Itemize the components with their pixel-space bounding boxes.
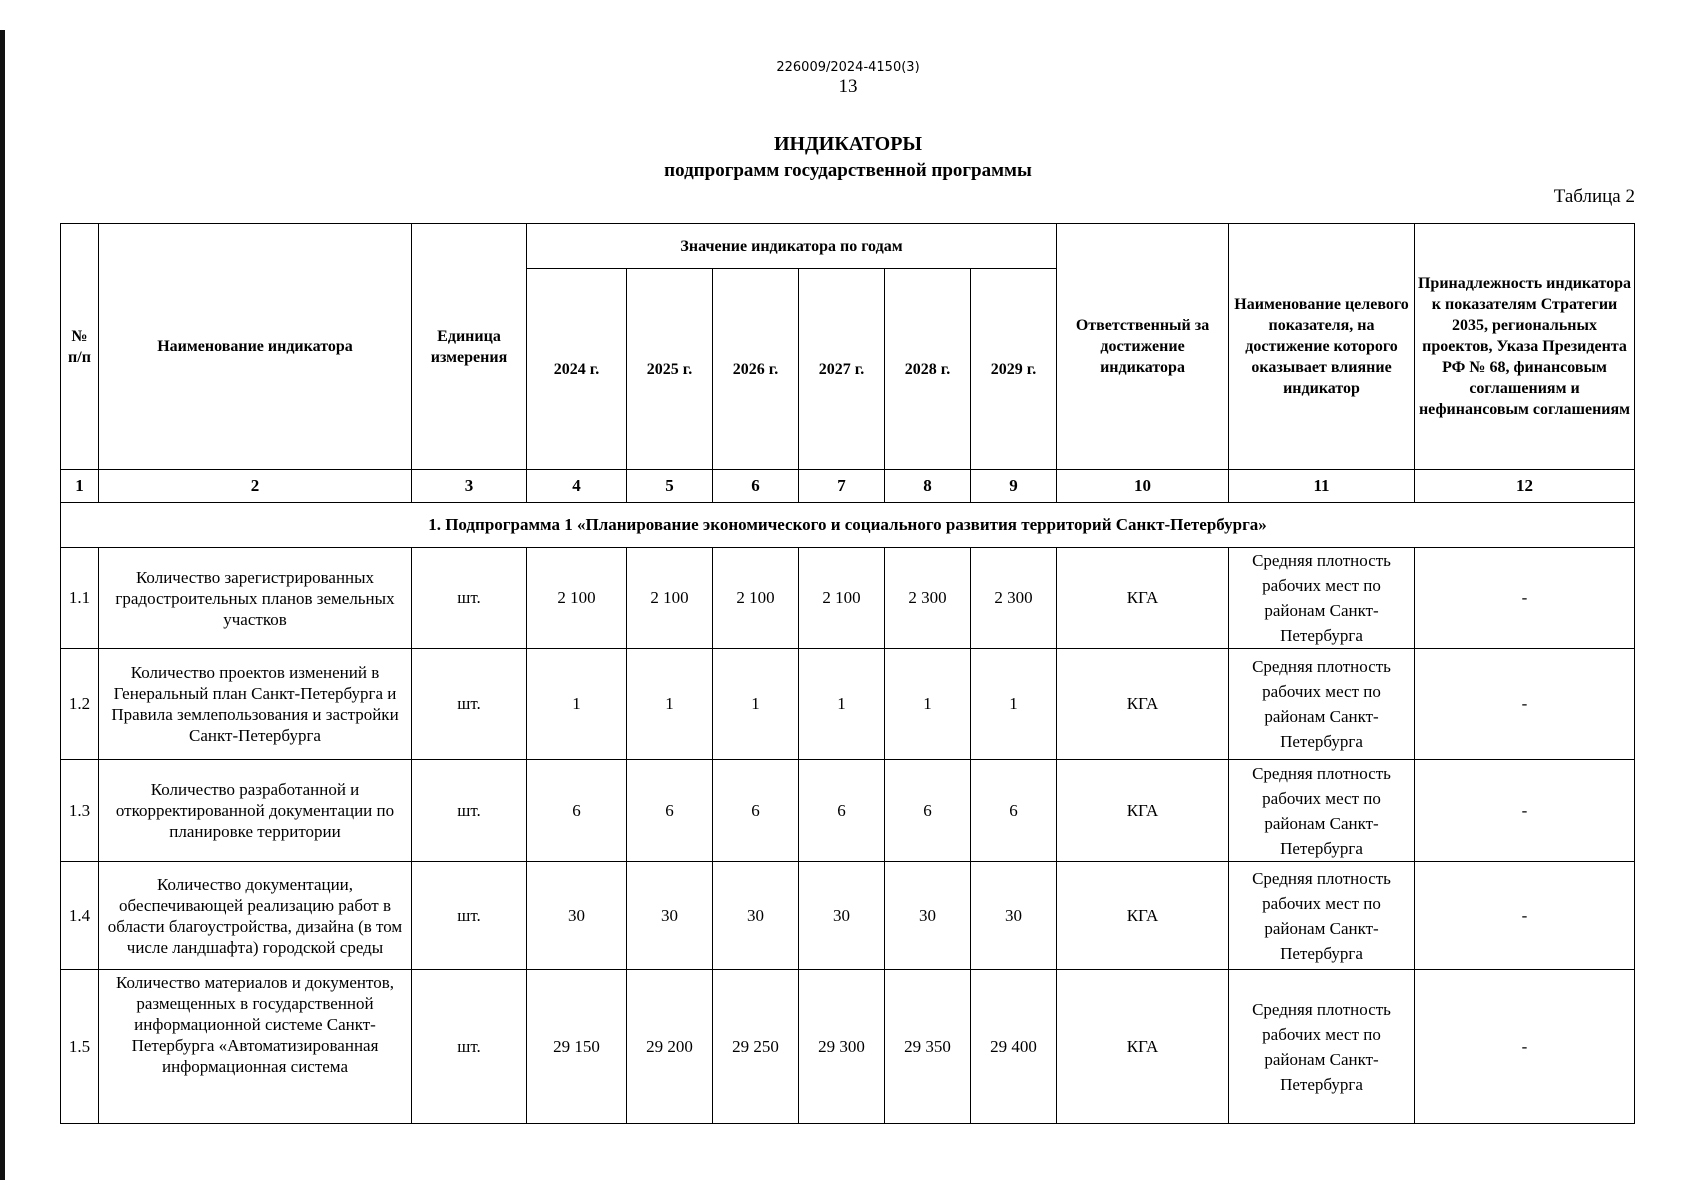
- indicator-name: Количество разработанной и откорректированной документации по планировке территории: [99, 760, 412, 862]
- responsible-cell: КГА: [1057, 649, 1229, 760]
- value-cell: 6: [713, 760, 799, 862]
- column-number: 12: [1415, 470, 1635, 503]
- header-responsible: Ответственный за достижение индикатора: [1057, 224, 1229, 470]
- unit-cell: шт.: [412, 760, 527, 862]
- column-number: 4: [527, 470, 627, 503]
- column-number: 5: [627, 470, 713, 503]
- value-cell: 6: [627, 760, 713, 862]
- target-cell: Средняя плотность рабочих мест по районам Санкт-Петербурга: [1229, 548, 1415, 649]
- header-year: 2027 г.: [799, 269, 885, 470]
- belonging-cell: -: [1415, 649, 1635, 760]
- row-id: 1.1: [61, 548, 99, 649]
- indicator-name: Количество документации, обеспечивающей реализацию работ в области благоустройства, дизайна (в том числе ландшафта) городской среды: [99, 862, 412, 970]
- indicator-name: Количество материалов и документов, размещенных в государственной информационной системе Санкт-Петербурга «Автоматизированная информационная система: [99, 970, 412, 1124]
- column-number: 9: [971, 470, 1057, 503]
- unit-cell: шт.: [412, 649, 527, 760]
- header-year: 2024 г.: [527, 269, 627, 470]
- unit-cell: шт.: [412, 548, 527, 649]
- value-cell: 1: [527, 649, 627, 760]
- column-number: 11: [1229, 470, 1415, 503]
- unit-cell: шт.: [412, 862, 527, 970]
- table-row: [61, 970, 1635, 1124]
- column-number: 10: [1057, 470, 1229, 503]
- column-number: 3: [412, 470, 527, 503]
- header-year: 2028 г.: [885, 269, 971, 470]
- table-row: [61, 760, 1635, 862]
- value-cell: 29 350: [885, 970, 971, 1124]
- value-cell: 29 400: [971, 970, 1057, 1124]
- value-cell: 30: [971, 862, 1057, 970]
- header-year: 2025 г.: [627, 269, 713, 470]
- target-cell: Средняя плотность рабочих мест по районам Санкт-Петербурга: [1229, 862, 1415, 970]
- value-cell: 30: [627, 862, 713, 970]
- document-number: 226009/2024-4150(3): [776, 60, 920, 75]
- value-cell: 6: [885, 760, 971, 862]
- belonging-cell: -: [1415, 970, 1635, 1124]
- header-year: 2029 г.: [971, 269, 1057, 470]
- document-title: ИНДИКАТОРЫ: [773, 133, 923, 155]
- value-cell: 1: [713, 649, 799, 760]
- table-row: [61, 862, 1635, 970]
- value-cell: 2 300: [971, 548, 1057, 649]
- value-cell: 1: [885, 649, 971, 760]
- belonging-cell: -: [1415, 862, 1635, 970]
- unit-cell: шт.: [412, 970, 527, 1124]
- indicator-name: Количество зарегистрированных градостроительных планов земельных участков: [99, 548, 412, 649]
- responsible-cell: КГА: [1057, 760, 1229, 862]
- value-cell: 6: [799, 760, 885, 862]
- indicators-table: [60, 223, 1635, 1124]
- value-cell: 2 100: [799, 548, 885, 649]
- column-numbers-row: [61, 470, 1635, 503]
- section-title: 1. Подпрограмма 1 «Планирование экономического и социального развития территорий Санкт-Петербурга»: [61, 503, 1635, 548]
- value-cell: 2 300: [885, 548, 971, 649]
- page-number: 13: [838, 76, 858, 97]
- value-cell: 29 300: [799, 970, 885, 1124]
- scan-edge: [0, 30, 5, 1180]
- column-number: 1: [61, 470, 99, 503]
- header-years-group: Значение индикатора по годам: [527, 224, 1057, 269]
- target-cell: Средняя плотность рабочих мест по районам Санкт-Петербурга: [1229, 649, 1415, 760]
- value-cell: 2 100: [527, 548, 627, 649]
- column-number: 8: [885, 470, 971, 503]
- table-row: [61, 548, 1635, 649]
- value-cell: 29 250: [713, 970, 799, 1124]
- value-cell: 2 100: [627, 548, 713, 649]
- header-year: 2026 г.: [713, 269, 799, 470]
- value-cell: 6: [527, 760, 627, 862]
- belonging-cell: -: [1415, 548, 1635, 649]
- belonging-cell: -: [1415, 760, 1635, 862]
- table-label: Таблица 2: [1553, 186, 1635, 207]
- responsible-cell: КГА: [1057, 548, 1229, 649]
- target-cell: Средняя плотность рабочих мест по районам Санкт-Петербурга: [1229, 970, 1415, 1124]
- value-cell: 30: [885, 862, 971, 970]
- value-cell: 6: [971, 760, 1057, 862]
- responsible-cell: КГА: [1057, 970, 1229, 1124]
- row-id: 1.3: [61, 760, 99, 862]
- document-subtitle: подпрограмм государственной программы: [664, 160, 1032, 181]
- header-name: Наименование индикатора: [99, 224, 412, 470]
- column-number: 6: [713, 470, 799, 503]
- value-cell: 29 200: [627, 970, 713, 1124]
- indicator-name: Количество проектов изменений в Генеральный план Санкт-Петербурга и Правила землепользования и застройки Санкт-Петербурга: [99, 649, 412, 760]
- value-cell: 30: [799, 862, 885, 970]
- value-cell: 30: [713, 862, 799, 970]
- column-number: 2: [99, 470, 412, 503]
- column-number: 7: [799, 470, 885, 503]
- value-cell: 30: [527, 862, 627, 970]
- value-cell: 2 100: [713, 548, 799, 649]
- responsible-cell: КГА: [1057, 862, 1229, 970]
- value-cell: 1: [799, 649, 885, 760]
- header-num: № п/п: [61, 224, 99, 470]
- header-target: Наименование целевого показателя, на достижение которого оказывает влияние индикатор: [1229, 224, 1415, 470]
- value-cell: 1: [627, 649, 713, 760]
- section-row: [61, 503, 1635, 548]
- target-cell: Средняя плотность рабочих мест по районам Санкт-Петербурга: [1229, 760, 1415, 862]
- header-unit: Единица измерения: [412, 224, 527, 470]
- table-row: [61, 649, 1635, 760]
- row-id: 1.5: [61, 970, 99, 1124]
- value-cell: 29 150: [527, 970, 627, 1124]
- row-id: 1.4: [61, 862, 99, 970]
- header-belonging: Принадлежность индикатора к показателям Стратегии 2035, региональных проектов, Указа Президента РФ № 68, финансовым соглашениям и нефинансовым соглашениям: [1415, 224, 1635, 470]
- row-id: 1.2: [61, 649, 99, 760]
- value-cell: 1: [971, 649, 1057, 760]
